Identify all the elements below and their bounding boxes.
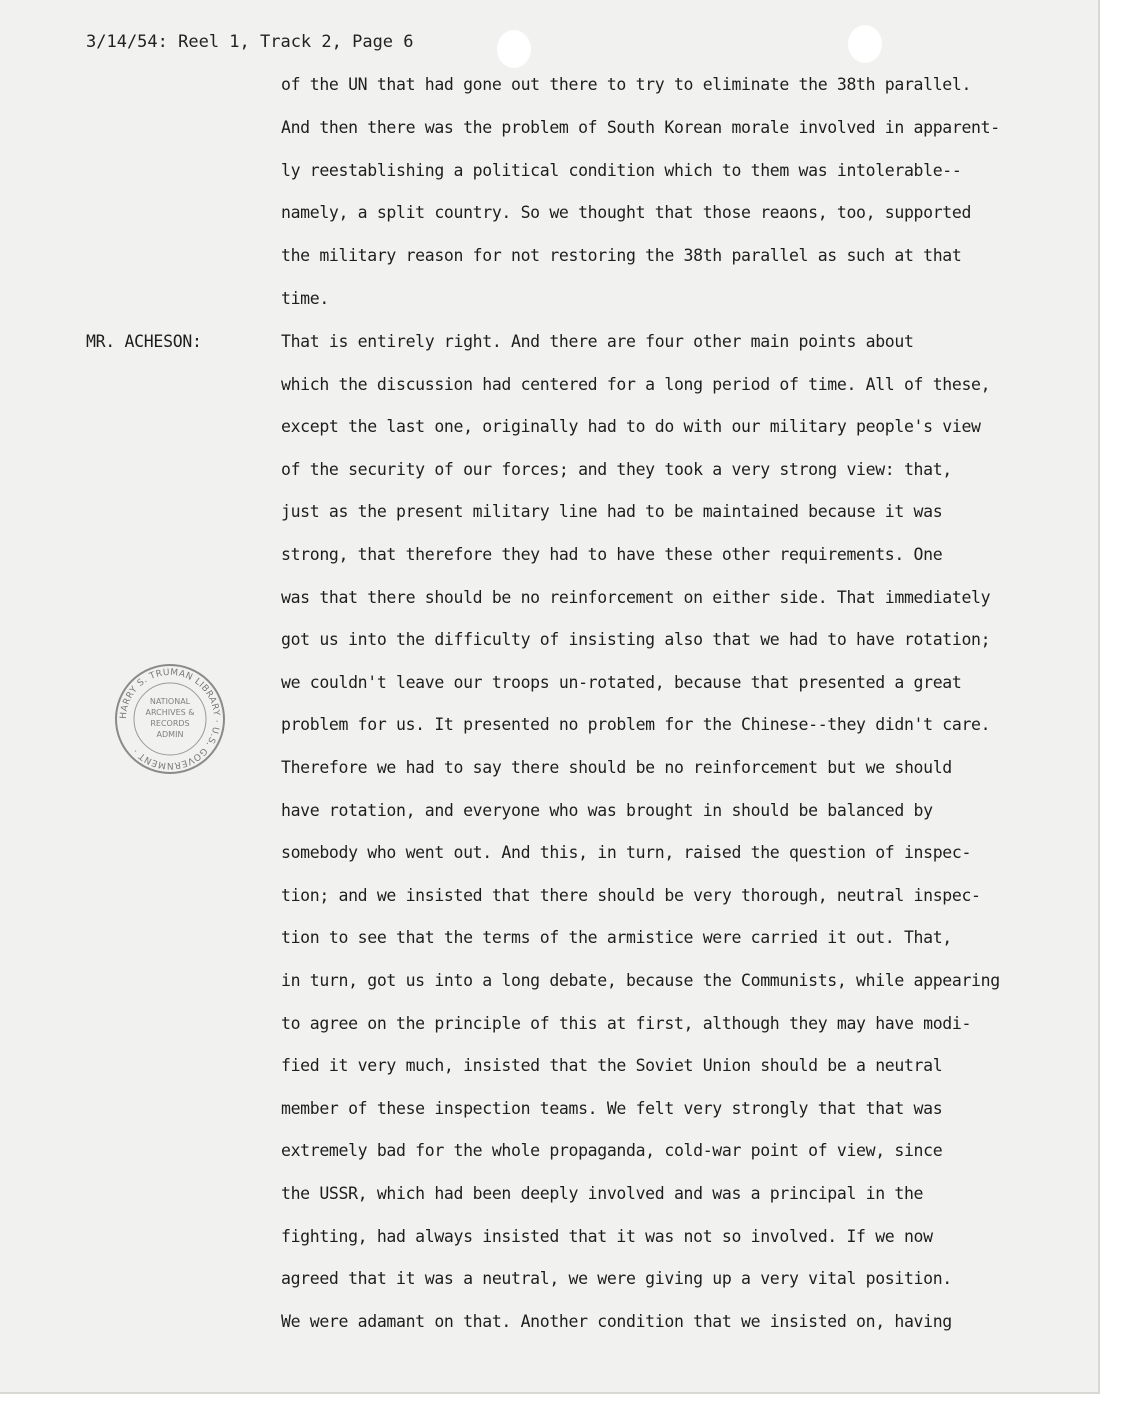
text-line: tion to see that the terms of the armistice were carried it out. That, — [281, 928, 952, 948]
text-line: of the security of our forces; and they took a very strong view: that, — [281, 459, 952, 479]
stamp-center-text: ARCHIVES & — [145, 708, 195, 717]
text-line: We were adamant on that. Another condition that we insisted on, having — [281, 1311, 952, 1331]
text-line: ly reestablishing a political condition which to them was intolerable-- — [281, 160, 962, 180]
text-line: have rotation, and everyone who was brought in should be balanced by — [281, 800, 933, 820]
text-line: namely, a split country. So we thought that those reaons, too, supported — [281, 203, 972, 223]
punch-hole — [848, 25, 882, 63]
text-line: was that there should be no reinforcement on either side. That immediately — [281, 587, 991, 607]
text-line: Therefore we had to say there should be no reinforcement but we should — [281, 758, 952, 777]
text-line: we couldn't leave our troops un-rotated, because that presented a great — [281, 672, 962, 692]
stamp-center-text: RECORDS — [150, 719, 190, 728]
text-line: problem for us. It presented no problem for the Chinese--they didn't care. — [281, 715, 991, 735]
text-line: agreed that it was a neutral, we were giving up a very vital position. — [281, 1269, 952, 1289]
text-line: time. — [281, 289, 329, 308]
text-line: the military reason for not restoring the 38th parallel as such at that — [281, 246, 962, 266]
punch-hole — [497, 30, 531, 68]
archive-stamp — [113, 662, 227, 776]
text-line: of the UN that had gone out there to try to eliminate the 38th parallel. — [281, 75, 972, 94]
text-line: That is entirely right. And there are four other main points about — [281, 332, 914, 351]
page-header: 3/14/54: Reel 1, Track 2, Page 6 — [86, 32, 414, 52]
text-line: And then there was the problem of South Korean morale involved in apparent- — [281, 117, 1000, 137]
text-line: tion; and we insisted that there should be very thorough, neutral inspec- — [281, 885, 981, 905]
text-line: in turn, got us into a long debate, because the Communists, while appearing — [281, 971, 1000, 990]
text-line: got us into the difficulty of insisting also that we had to have rotation; — [281, 630, 991, 650]
text-line: the USSR, which had been deeply involved and was a principal in the — [281, 1184, 924, 1203]
stamp-center-text: ADMIN — [156, 730, 184, 739]
stamp-center-text: NATIONAL — [149, 697, 191, 706]
text-line: member of these inspection teams. We felt very strongly that that was — [281, 1098, 943, 1118]
text-line: to agree on the principle of this at first, although they may have modi- — [281, 1013, 972, 1033]
text-line: except the last one, originally had to do with our military people's view — [281, 417, 981, 437]
text-line: extremely bad for the whole propaganda, cold-war point of view, since — [281, 1141, 943, 1161]
stamp-ring-text: HARRY S. TRUMAN LIBRARY · U.S. GOVERNMENT · — [118, 667, 222, 771]
text-line: strong, that therefore they had to have these other requirements. One — [281, 545, 943, 564]
text-line: which the discussion had centered for a long period of time. All of these, — [281, 374, 991, 394]
text-line: fied it very much, insisted that the Soviet Union should be a neutral — [281, 1056, 943, 1076]
text-line: somebody who went out. And this, in turn, raised the question of inspec- — [281, 843, 972, 863]
speaker-label: MR. ACHESON: — [86, 332, 202, 351]
text-line: fighting, had always insisted that it was not so involved. If we now — [281, 1226, 933, 1246]
text-line: just as the present military line had to be maintained because it was — [281, 502, 943, 522]
